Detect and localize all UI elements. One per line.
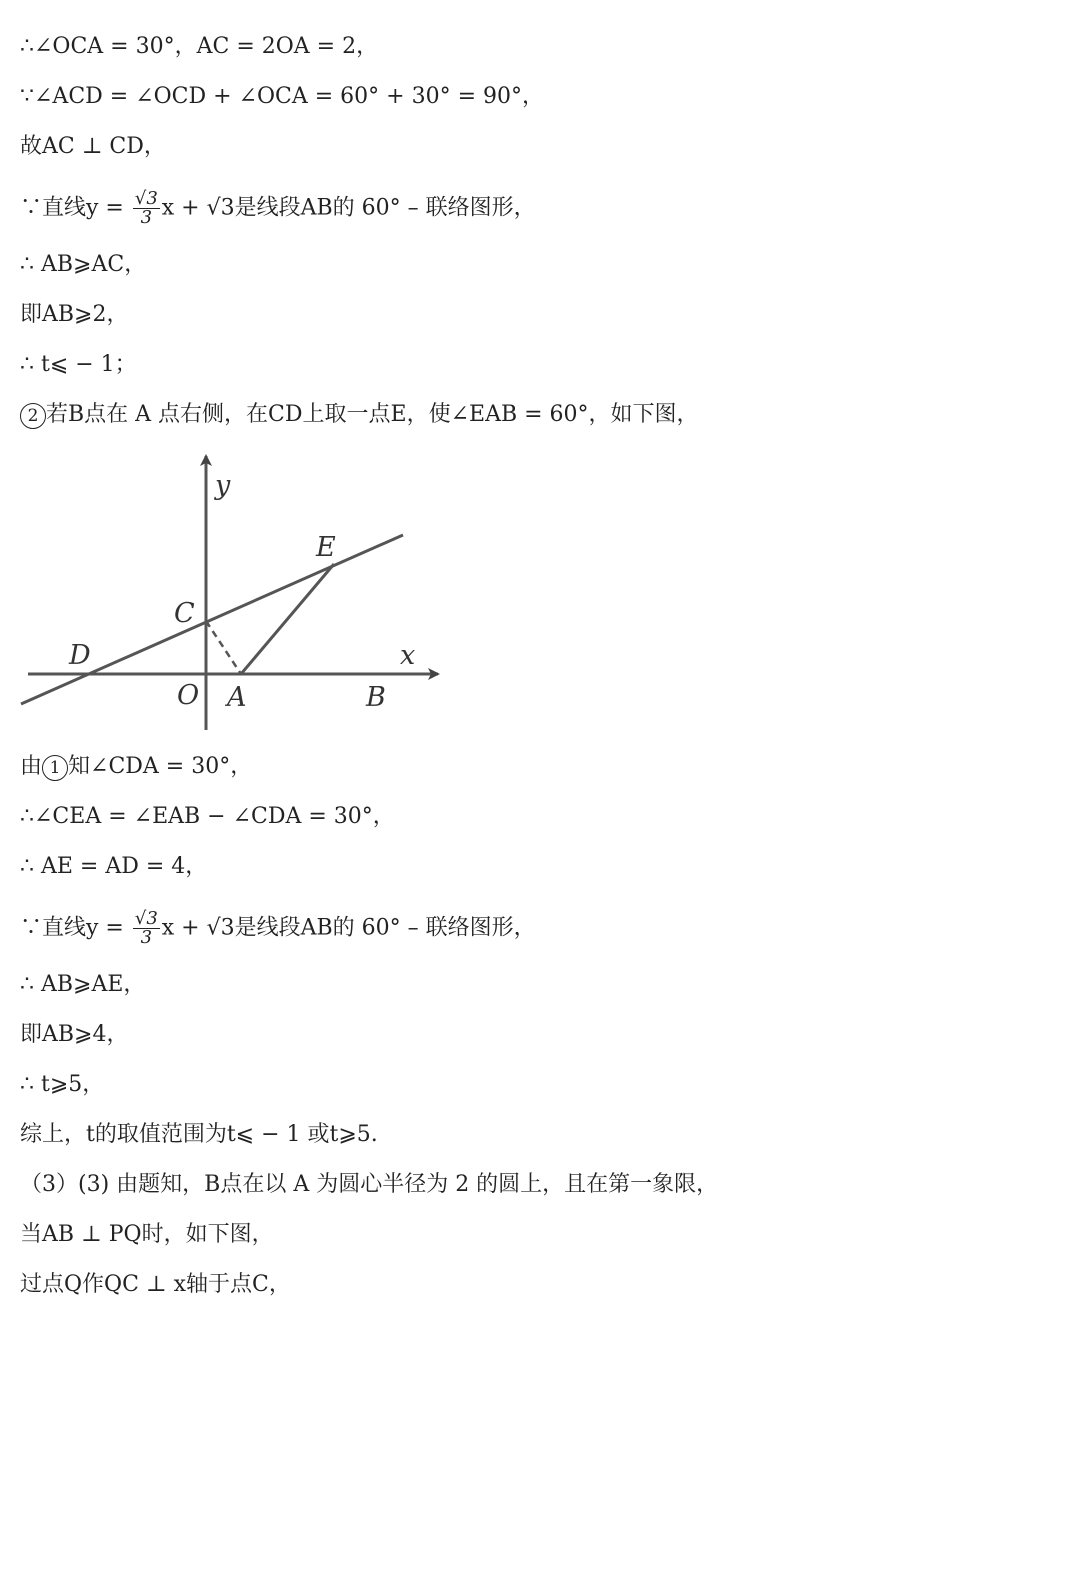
step-line-9 [20,752,252,782]
segment-ac-dashed [206,621,241,674]
label-d: D [69,640,91,671]
step-line-10: ∴∠CEA = ∠EAB − ∠CDA = 30°， [20,804,395,829]
label-y: y [215,470,231,501]
fraction-denominator: 3 [140,927,153,948]
step-line-4 [20,190,536,227]
circled-number-2: 2 [20,403,46,429]
step-line-16: 综上，t的取值范围为t⩽ − 1 或t⩾5. [20,1122,378,1147]
step-line-13: ∴ AB⩾AE， [20,972,146,997]
segment-ae [241,564,334,674]
step-line-5: ∴ AB⩾AC， [20,252,147,277]
step-line-12 [20,910,536,947]
label-e: E [316,532,336,563]
step-line-11: ∴ AE = AD = 4， [20,854,208,879]
line9-prefix: 由 [20,754,43,779]
label-a: A [227,682,247,713]
geometry-diagram [16,448,456,738]
label-o: O [177,680,200,711]
step-line-14: 即AB⩾4， [20,1022,129,1047]
step-line-8 [20,400,699,430]
step-line-17: （3）(3) 由题知，B点在以 A 为圆心半径为 2 的圆上，且在第一象限， [20,1172,719,1197]
line4-prefix: ∵直线y = [20,195,131,221]
line4-suffix: x + √3是线段AB的 60° – 联络图形， [161,195,536,221]
line-de [21,535,403,704]
step-line-15: ∴ t⩾5， [20,1072,105,1097]
fraction-numerator: √3 [134,188,158,209]
circled-number-1: 1 [42,755,68,781]
line9-text: 知∠CDA = 30°， [68,754,253,779]
line12-prefix: ∵直线y = [20,915,131,941]
line12-suffix: x + √3是线段AB的 60° – 联络图形， [161,915,536,941]
step-line-1: ∴∠OCA = 30°，AC = 2OA = 2， [20,34,379,59]
fraction-numerator: √3 [134,908,158,929]
line8-text: 若B点在 A 点右侧，在CD上取一点E，使∠EAB = 60°，如下图， [46,402,699,427]
fraction-sqrt3-over-3 [133,190,160,227]
step-line-2: ∵∠ACD = ∠OCD + ∠OCA = 60° + 30° = 90°， [20,84,545,109]
step-line-19: 过点Q作QC ⊥ x轴于点C， [20,1272,291,1297]
label-c: C [174,598,195,629]
fraction-denominator: 3 [140,207,153,228]
label-b: B [366,682,386,713]
step-line-7: ∴ t⩽ − 1； [20,352,137,377]
step-line-6: 即AB⩾2， [20,302,129,327]
fraction-sqrt3-over-3 [133,910,160,947]
step-line-18: 当AB ⊥ PQ时，如下图， [20,1222,274,1247]
label-x: x [400,640,416,671]
step-line-3: 故AC ⊥ CD， [20,134,166,159]
